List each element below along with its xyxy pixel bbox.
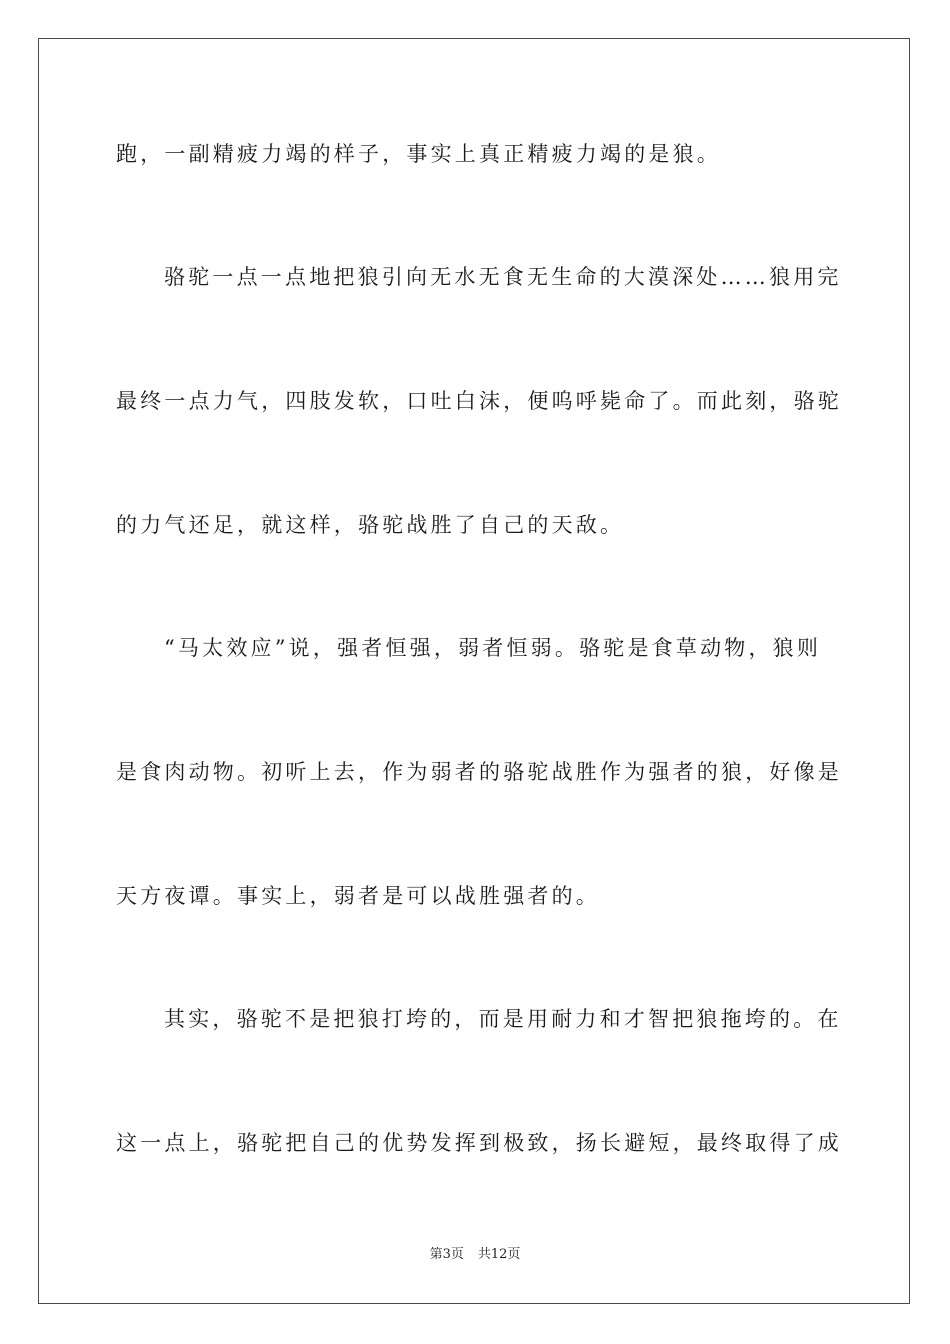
page-total: 共12页 <box>477 1247 521 1262</box>
text-line-3: 最终一点力气，四肢发软，口吐白沫，便呜呼毙命了。而此刻，骆驼 <box>116 389 842 413</box>
text-line-6: 是食肉动物。初听上去，作为弱者的骆驼战胜作为强者的狼，好像是 <box>116 760 842 784</box>
text-line-9: 这一点上，骆驼把自己的优势发挥到极致，扬长避短，最终取得了成 <box>116 1131 842 1155</box>
text-line-7: 天方夜谭。事实上，弱者是可以战胜强者的。 <box>116 884 600 908</box>
page-number: 第3页 <box>429 1247 464 1262</box>
text-line-4: 的力气还足，就这样，骆驼战胜了自己的天敌。 <box>116 513 625 537</box>
text-line-5: “马太效应”说，强者恒强，弱者恒弱。骆驼是食草动物，狼则 <box>164 636 822 660</box>
text-line-8: 其实，骆驼不是把狼打垮的，而是用耐力和才智把狼拖垮的。在 <box>164 1007 842 1031</box>
text-line-1: 跑，一副精疲力竭的样子，事实上真正精疲力竭的是狼。 <box>116 142 721 166</box>
text-line-2: 骆驼一点一点地把狼引向无水无食无生命的大漠深处……狼用完 <box>164 265 842 289</box>
page-border <box>38 38 910 1304</box>
page-footer <box>0 1246 950 1264</box>
